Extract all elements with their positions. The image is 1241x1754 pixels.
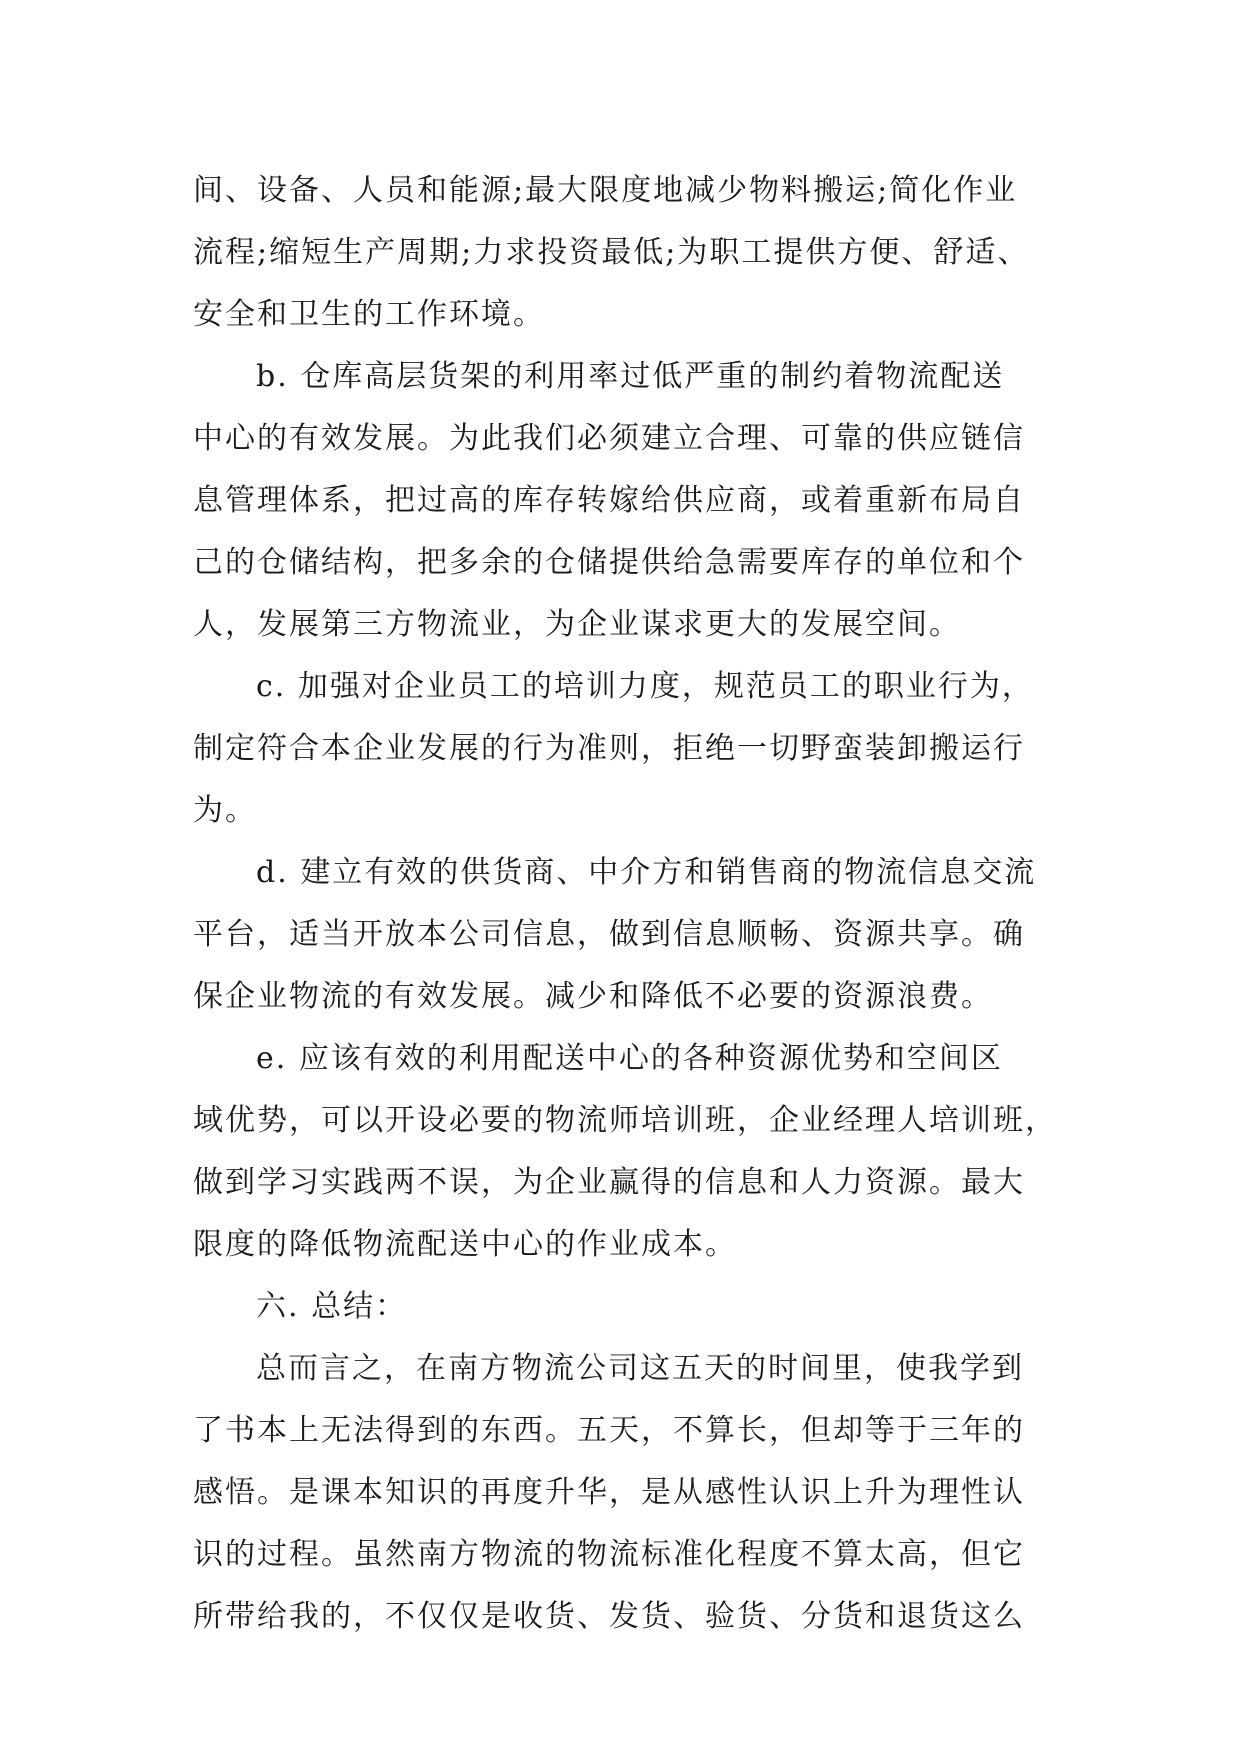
text-line: 为。 [193, 793, 257, 828]
text-line: b. 仓库高层货架的利用率过低严重的制约着物流配送 [256, 359, 1005, 394]
text-line: 六. 总结： [256, 1289, 408, 1324]
text-line: 总而言之，在南方物流公司这五天的时间里，使我学到 [256, 1351, 1024, 1386]
text-line: 制定符合本企业发展的行为准则，拒绝一切野蛮装卸搬运行 [193, 731, 1025, 766]
text-line: 己的仓储结构，把多余的仓储提供给急需要库存的单位和个 [193, 545, 1025, 580]
text-line: 息管理体系，把过高的库存转嫁给供应商，或着重新布局自 [193, 483, 1025, 518]
text-line: 限度的降低物流配送中心的作业成本。 [193, 1227, 737, 1262]
text-line: 中心的有效发展。为此我们必须建立合理、可靠的供应链信 [193, 421, 1025, 456]
text-line: 平台，适当开放本公司信息，做到信息顺畅、资源共享。确 [193, 917, 1025, 952]
text-line: 安全和卫生的工作环境。 [193, 297, 545, 332]
text-line: 域优势，可以开设必要的物流师培训班，企业经理人培训班， [193, 1103, 1057, 1138]
text-line: c. 加强对企业员工的培训力度，规范员工的职业行为， [256, 669, 1034, 704]
text-line: e. 应该有效的利用配送中心的各种资源优势和空间区 [256, 1041, 1003, 1076]
text-line: 流程;缩短生产周期;力求投资最低;为职工提供方便、舒适、 [193, 235, 1030, 270]
text-line: 人，发展第三方物流业，为企业谋求更大的发展空间。 [193, 607, 961, 642]
text-line: 保企业物流的有效发展。减少和降低不必要的资源浪费。 [193, 979, 993, 1014]
text-line: 间、设备、人员和能源;最大限度地减少物料搬运;简化作业 [193, 173, 1018, 208]
text-line: 所带给我的，不仅仅是收货、发货、验货、分货和退货这么 [193, 1599, 1025, 1634]
text-line: d. 建立有效的供货商、中介方和销售商的物流信息交流 [256, 855, 1037, 890]
text-line: 识的过程。虽然南方物流的物流标准化程度不算太高，但它 [193, 1537, 1025, 1572]
text-line: 感悟。是课本知识的再度升华，是从感性认识上升为理性认 [193, 1475, 1025, 1510]
document-body [193, 160, 1057, 1648]
text-line: 了书本上无法得到的东西。五天，不算长，但却等于三年的 [193, 1413, 1025, 1448]
text-line: 做到学习实践两不误，为企业赢得的信息和人力资源。最大 [193, 1165, 1025, 1200]
